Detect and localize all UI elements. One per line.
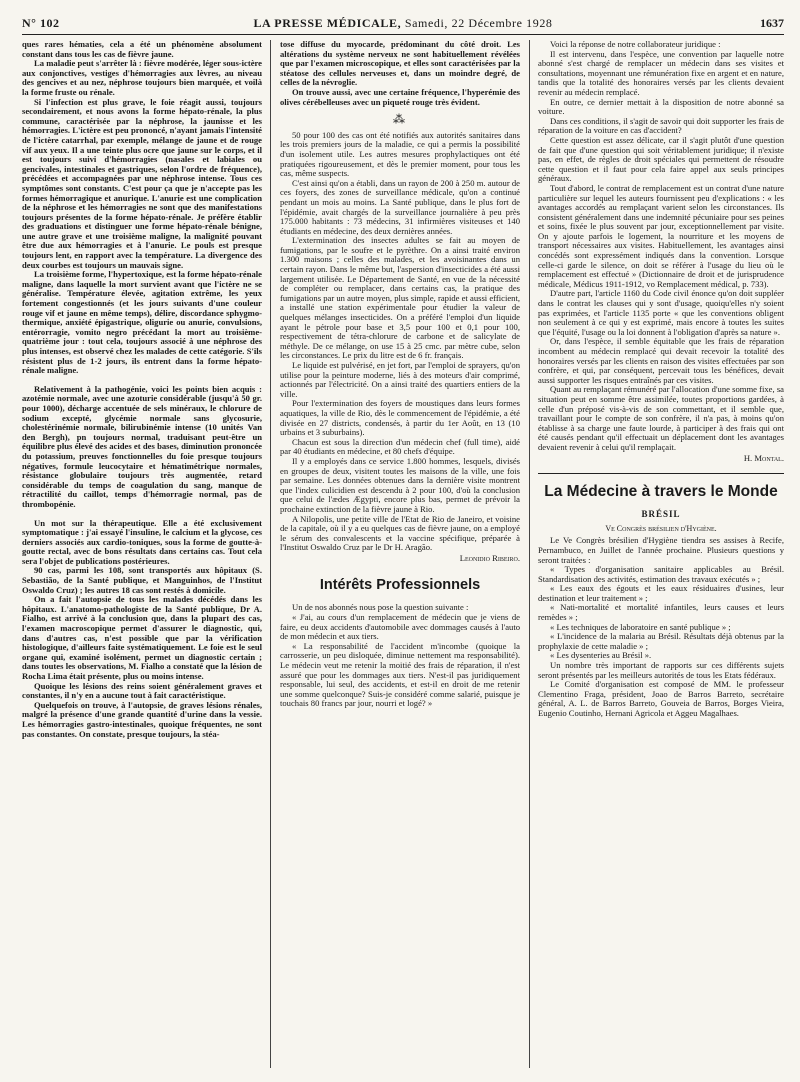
paragraph: Le liquide est pulvérisé, en jet fort, par l'emploi de sprayers, qu'on utilise pour la peinture moderne, liés à des moteurs d'air comprimé, actionnés par l'électricité. On a ainsi traité des quartiers entiers de la ville. bbox=[280, 360, 520, 399]
column-1 bbox=[22, 40, 262, 739]
paragraph: Cette question est assez délicate, car il s'agit plutôt d'une question de fait que d'une question qui soit véritablement juridique; il n'existe pas, en effet, de règles de droit spéciales qui permettent de résoudre cette question et il faut pour cela faire appel aux seuls principes généraux. bbox=[538, 134, 784, 184]
paragraph: Un de nos abonnés nous pose la question suivante : bbox=[292, 602, 469, 613]
paragraph: Or, dans l'espèce, il semble équitable que les frais de réparation incombent au médecin remplacé qui devait recevoir la totalité des honoraires versés par les clients en raison des visites effectuées par son confrère, et qui, par conséquent, percevait tous les bénéfices, devait aussi supporter les risques entraînés par ces visites. bbox=[538, 336, 784, 385]
signature-montal: H. Montal. bbox=[743, 452, 784, 463]
paragraph: 90 cas, parmi les 108, sont transportés aux hôpitaux (S. Sebastião, de la Santé publique, et Manguinhos, de l'Institut Oswaldo Cruz) ; les autres 18 cas sont restés à domicile. bbox=[22, 565, 262, 595]
paragraph: « Les techniques de laboratoire en santé publique » ; bbox=[550, 621, 731, 632]
paragraph: « Les eaux des égouts et les eaux résiduaires d'usines, leur destination et leur traitement » ; bbox=[538, 583, 784, 603]
paragraph: La maladie peut s'arrêter là : fièvre modérée, léger sous-ictère aux conjonctives, vestiges d'hémorragies aux lèvres, au niveau des gencives et au nez, néphrose toujours bien marquée, et voilà la forme fruste ou rénale. bbox=[22, 58, 262, 97]
legal-answer bbox=[538, 40, 784, 453]
column-2 bbox=[280, 40, 520, 709]
signature-ribeiro: Leonidio Ribeiro. bbox=[459, 552, 520, 563]
paragraph: A Nilopolis, une petite ville de l'Etat de Rio de Janeiro, et voisine de la capitale, où il y a eu quelques cas de fièvre jaune, on a employé le sérum des convalescents et la vaccine spécifique, préparée à l'Institut Oswaldo Cruz par le Dr H. Aragão. bbox=[280, 513, 520, 553]
paragraph: Chacun est sous la direction d'un médecin chef (full time), aidé par 40 étudiants en médecine, et 80 chefs d'équipe. bbox=[280, 436, 520, 457]
paragraph: Il est intervenu, dans l'espèce, une convention par laquelle notre abonné s'est chargé de remplacer un médecin dans ses visites et consultations, moyennant une rémunération fixe en argent et en nature, tandis que la totalité des honoraires versés par les clients devaient revenir au médecin remplacé. bbox=[538, 48, 784, 97]
paragraph: Tout d'abord, le contrat de remplacement est un contrat d'une nature particulière sur lequel les auteurs fournissent peu d'explications : « les avantages accordés au remplaçant varient selon les circonstances. Ils consistent généralement dans une indemnité pécuniaire pour ses peines et soins, fixée le plus souvent par jour, exceptionnellement par visite. On y ajoute parfois le logement, la nourriture et les moyens de transport nécessaires aux visites. Habituellement, les avantages ainsi concédés sont expressément indiqués dans la convention. Lorsque celle-ci garde le silence, on doit se référer à l'usage du lieu où le remplacement est effectué » (Dictionnaire de droit et de jurisprudence médicale, Médicus 1911-1912, vo Remplacement médical, p. 733). bbox=[538, 182, 784, 289]
paragraph: « Types d'organisation sanitaire applicables au Brésil. Standardisation des activités, estimation des travaux exécutés » ; bbox=[538, 564, 784, 584]
page-header bbox=[22, 14, 784, 35]
paragraph: Dans ces conditions, il s'agit de savoir qui doit supporter les frais de réparation de la voiture en cas d'accident? bbox=[538, 115, 784, 136]
paragraph: Il y a employés dans ce service 1.800 hommes, lesquels, divisés en groupes de deux, visitent toutes les maisons de la ville, une fois par semaine. Les données obtenues dans la dernière visite montrent que l'index culicidien est descendu à 2 pour 100, d'où la conclusion que celui de l'ædes Ægypti, encore plus bas, permet de prévoir la prochaine extinction de la fièvre jaune à Rio. bbox=[280, 455, 520, 514]
paragraph: C'est ainsi qu'on a établi, dans un rayon de 200 à 250 m. autour de ces foyers, des zones de surveillance médicale, qu'on a continué pendant un mois au moins. La Santé publique, dans le plus fort de l'épidémie, avait chargés de la surveillance journalière à peu près 175.000 habitants : 73 médecins, 31 infirmières visiteuses et 140 étudiants en médecine, des deux dernières années. bbox=[280, 177, 520, 236]
paragraph: « Les dysenteries au Brésil ». bbox=[550, 650, 652, 661]
paragraph: Pour l'extermination des foyers de moustiques dans leurs formes aquatiques, la ville de Rio, dès le commencement de l'épidémie, a été divisée en 27 districts, condensés, à partir du 1er Août, en 13 (10 urbains et 3 suburbains). bbox=[280, 398, 520, 438]
issue-date: Samedi, 22 Décembre 1928 bbox=[404, 16, 553, 30]
yellow-fever-continuation bbox=[280, 40, 520, 107]
paragraph: On a fait l'autopsie de tous les malades décédés dans les hôpitaux. L'anatomo-pathologiste de la Santé publique, Dr A. Fialho, est arrivé à la conclusion que, dans la plupart des cas, l'examen macroscopique permet d'assurer le diagnostic, qui, dans d'autres cas, n'est possible que par la vérification histologique, d'ailleurs faite systématiquement. Le foie est le seul organe qui, examiné isolément, permet un diagnostic certain ; dans toutes les observations, M. Fialho a constaté que la lésion de Rocha Lima était présente, plus ou moins intense. bbox=[22, 594, 262, 681]
paragraph: Quelquefois on trouve, à l'autopsie, de graves lésions rénales, malgré la présence d'une grande quantité d'urine dans la vessie. Les hémorragies gastro-intestinales, quoique fréquentes, ne sont pas constantes. On constate, presque toujours, la stéa- bbox=[22, 699, 262, 739]
paragraph: Un nombre très important de rapports sur ces différents sujets seront présentés par les meilleurs autorités de tous les Etats fédéraux. bbox=[538, 660, 784, 680]
paragraph: On trouve aussi, avec une certaine fréquence, l'hyperémie des olives cérébelleuses avec un piqueté rouge très évident. bbox=[280, 86, 520, 107]
paragraph: D'autre part, l'article 1160 du Code civil énonce qu'on doit suppléer dans le contrat les clauses qui y sont d'usage, quoiqu'elles n'y soient pas exprimées, et l'article 1135 porte « que les conventions obligent non seulement à ce qui y est exprimé, mais encore à toutes les suites que l'équité, l'usage ou la loi donnent à l'obligation d'après sa nature ». bbox=[538, 288, 784, 337]
paragraph: L'extermination des insectes adultes se fait au moyen de fumigations, par le soufre et le pyrèthre. On a ainsi traité environ 1.300 maisons ; celles des malades, et les avoisinantes dans un certain rayon. Dans le même but, l'aspersion d'insecticides a été aussi largement utilisée. Le Département de Santé, en vue de la nécessité de compléter ou remplacer, dans certains cas, la pratique des fumigations par un autre moyen, plus simple, rapide et aussi efficient, a installé une station expérimentale pour étudier la valeur de quelques mélanges insecticides. On a préféré l'emploi d'un liquide ayant le pétrole pour base et 3,5 pour 100 et 0,1 pour 100, respectivement de tétra-chlorure de carbone et de salicylate de méthyle. De ce mélange, on use 15 à 25 cmc. par mètre cube, selon les circonstances. Le prix du litre est de 6 fr. français. bbox=[280, 235, 520, 361]
paragraph: « J'ai, au cours d'un remplacement de médecin que je viens de faire, eu deux accidents d'automobile avec dommages causés à l'auto de mon médecin et aux tiers. bbox=[280, 612, 520, 642]
issue-number: N° 102 bbox=[22, 16, 60, 30]
paragraph: Relativement à la pathogénie, voici les points bien acquis : azotémie normale, avec une azoturie considérable (jusqu'à 50 gr. pour 1000), décharge accentuée de sels minéraux, le chlorure de sodium excepté, glycémie normale sans glycosurie, cholestérinémie normale, bilirubinémie intense (10 unités Van den Bergh), pn toujours normal, traduisant peut-être un équilibre plus élevé des acides et des bases, diminution prononcée du potassium, preuves fonctionnelles du foie presque toujours négatives, formule leucocytaire et hématimétrique normales, résistance globulaire toujours très augmentée, retard considérable du temps de coagulation du sang, manque de rétractilité du caillot, temps d'hémorragie normal, pas de thrombopénie. bbox=[22, 383, 262, 509]
paragraph: En outre, ce dernier mettait à la disposition de notre abonné sa voiture. bbox=[538, 96, 784, 117]
column-rule-1 bbox=[270, 40, 271, 1068]
section-title-interets: Intérêts Professionnels bbox=[319, 577, 481, 594]
journal-title bbox=[22, 16, 784, 31]
column-3 bbox=[538, 40, 784, 719]
paragraph: « La responsabilité de l'accident m'incombe (quoique la carrosserie, un peu disloquée, diminue nettement ma responsabilité). Le médecin veut me retenir la moitié des frais de réparation, il n'est assuré que pour les dommages aux tiers. N'est-il pas juridiquement responsable, lui seul, des accidents, et est-il en droit de me retenir une somme quelconque? Suis-je considéré comme salarié, puisque je touchais 80 francs par jour, nourri et logé? » bbox=[280, 640, 520, 709]
paragraph: Voici la réponse de notre collaborateur juridique : bbox=[550, 39, 721, 49]
section-title-monde: La Médecine à travers le Monde bbox=[544, 483, 778, 501]
paragraph: Le Ve Congrès brésilien d'Hygiène tiendra ses assises à Recife, Pernambuco, en Juillet de l'année prochaine. Plusieurs questions y seront traitées : bbox=[538, 535, 784, 565]
prophylaxis-text bbox=[280, 131, 520, 553]
column-rule-2 bbox=[529, 40, 530, 1068]
paragraph: ques rares hématies, cela a été un phénomène absolument constant dans tous les cas de fièvre jaune. bbox=[22, 39, 262, 59]
journal-name: LA PRESSE MÉDICALE, bbox=[253, 16, 402, 30]
page-number: 1637 bbox=[760, 16, 784, 30]
paragraph: Un mot sur la thérapeutique. Elle a été exclusivement symptomatique : j'ai essayé l'insuline, le calcium et la glycose, ces derniers associés aux cardio-toniques, sous la forme de goutte-à-goutte rectal, avec de bons résultats dans certains cas. Tout cela sera l'objet de publications postérieures. bbox=[22, 517, 262, 566]
paragraph: Si l'infection est plus grave, le foie réagit aussi, toujours secondairement, et nous avons la forme hépato-rénale, la plus commune, caractérisée par la néphrose, la jaunisse et les hémorragies. L'ictère est peu prononcé, n'ayant jamais l'intensité de l'ictère catarrhal, par exemple, mélange de jaune et de rouge vif aux yeux. Il a une teinte plus ocre que jaune sur le corps, et il est toujours suivi d'hémorragies (nasales et labiales ou gencivales, intestinales et gastriques, selon l'ordre de fréquence), précédées et accompagnées par une néphrose intense. Tous ces symptômes sont constants. C'est pour ça que je n'accepte pas les formes hémorragique et anurique. L'anurie est une complication de la néphrose et les hémorragies ne sont que des manifestations toujours présentes de la forme hépato-rénale. Je préfère établir des graduations et distinguer une forme hépato-rénale bénigne, une autre grave et une troisième maligne, la malignité pouvant être due aux hémorragies et à l'anurie. Le pouls est presque toujours lent, en rapport avec la température. La divergence des deux courbes est toujours un mauvais signe. bbox=[22, 96, 262, 270]
congress-subhead: Ve Congrès brésilien d'Hygiène. bbox=[605, 523, 717, 533]
paragraph: La troisième forme, l'hypertoxique, est la forme hépato-rénale maligne, dans laquelle la mort survient avant que l'ictère ne se généralise. Température élevée, agitation extrême, les yeux fortement congestionnés (et les jours suivants d'une couleur rouge vif et jaune en même temps), délire, discordance sphygmo-thermique, anxiété épigastrique, oligurie ou anurie, convulsions, entérorragie, vomito negro précédant la mort au troisième-quatrième jour : tout cela, toujours associé à une néphrose des plus intenses, est observé chez les malades de cette catégorie. S'ils résistent plus de 1-2 jours, ils entrent dans la forme hépato-rénale maligne. bbox=[22, 269, 262, 376]
paragraph: 50 pour 100 des cas ont été notifiés aux autorités sanitaires dans les trois premiers jours de la maladie, ce qui a permis la possibilité d'un isolement utile. Les autres mesures prophylactiques ont été pratiquées rigoureusement, et dès le premier moment, pour tous les cas, même suspects. bbox=[280, 129, 520, 179]
paragraph: Quoique les lésions des reins soient généralement graves et constantes, il n'y en a aucune tout à fait caractéristique. bbox=[22, 680, 262, 701]
paragraph: « Nati-mortalité et mortalité infantiles, leurs causes et leurs remèdes » ; bbox=[538, 602, 784, 623]
congress-text bbox=[538, 536, 784, 718]
paragraph: Le Comité d'organisation est composé de MM. le professeur Clementino Fraga, président, Joao de Barros Barreto, secrétaire général, A. L. de Barros Barreto, Gouveia de Barros, Borges Vieira, Eugenio Coutinho, Hernani Agricola et Aggeu Magalhaes. bbox=[538, 679, 784, 718]
paragraph: Quant au remplaçant rémunéré par l'allocation d'une somme fixe, sa situation peut en somme être assimilée, toutes proportions gardées, à celle d'un préposé vis-à-vis de son commettant, et il semble que, travaillant pour le compte de son confrère, il n'a pas, à moins qu'on établisse à sa charge une faute lourde, à participer à des frais qui ont été causés pendant qu'il effectuait un déplacement dont les avantages devaient revenir à celui qu'il remplaçait. bbox=[538, 384, 784, 452]
paragraph: « L'incidence de la malaria au Brésil. Résultats déjà obtenus par la prophylaxie de cette maladie » ; bbox=[538, 631, 784, 651]
section-divider bbox=[538, 473, 784, 474]
paragraph: tose diffuse du myocarde, prédominant du côté droit. Les altérations du système nerveux ne sont habituellement révélées que par l'examen microscopique, et elles sont caractérisées par la stéatose des cellules nerveuses et, dans un moindre degré, de celles de la névroglie. bbox=[280, 39, 520, 88]
section-stars: ⁂ bbox=[393, 112, 407, 127]
interets-question bbox=[280, 603, 520, 709]
country-heading: BRÉSIL bbox=[641, 509, 681, 520]
